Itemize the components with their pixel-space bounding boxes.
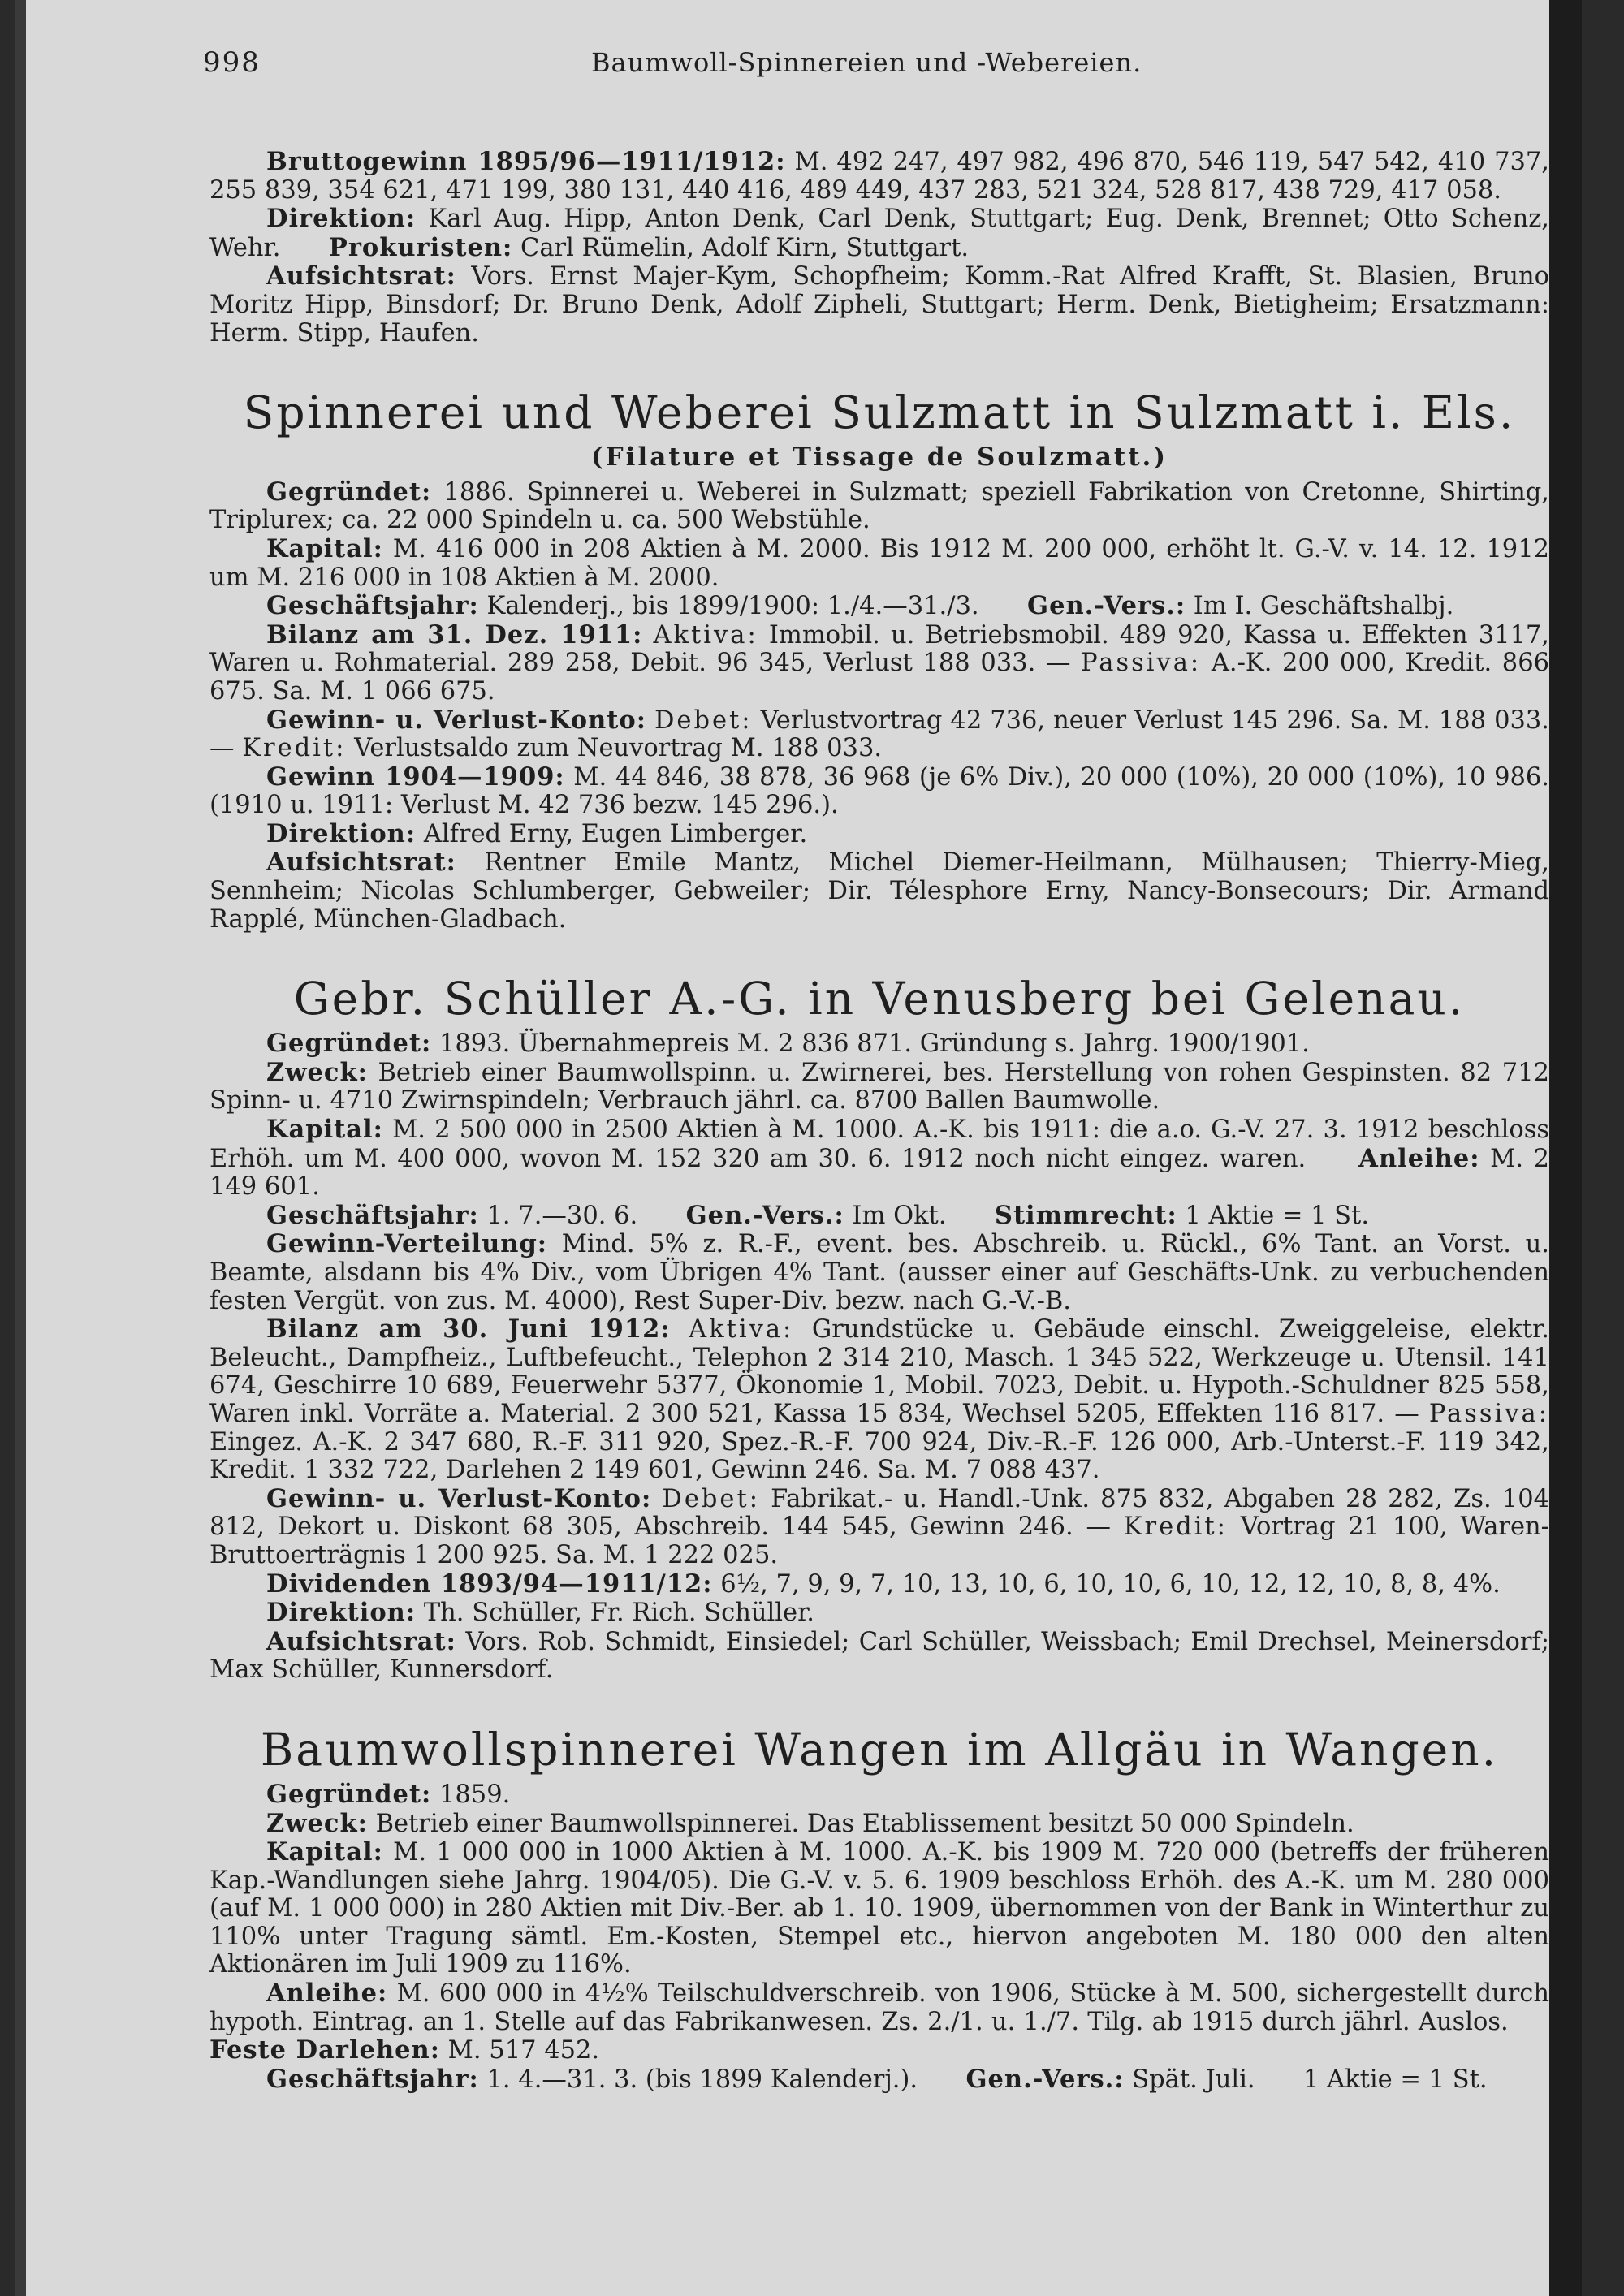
geschaeftsjahr-paragraph [209,1202,1549,1231]
geschaeftsjahr-label: Geschäftsjahr: [266,591,479,621]
bruttogewinn-label: Bruttogewinn 1895/96—1911/1912: [266,147,786,176]
gegruendet-paragraph [209,1780,1549,1810]
passiva-label: Passiva: [1081,649,1202,678]
kredit-label: Kredit: [1123,1513,1228,1542]
direktion-paragraph [209,205,1549,262]
aktiva-label: Aktiva: [689,1315,794,1344]
direktion-paragraph [209,1599,1549,1628]
guv-label: Gewinn- u. Verlust-Konto: [266,705,646,735]
guv-paragraph [209,1485,1549,1570]
aktiva-text: Immobil. u. Betriebsmobil. 489 920, Kassa u. Effekten 3117, Waren u. Rohmaterial. 289 258, Debit. 96 345, Verlust 188 033. — [209,620,1550,678]
previous-company-continuation [209,148,1549,347]
kapital-paragraph [209,1838,1549,1979]
direktion-text: Th. Schüller, Fr. Rich. Schüller. [423,1599,814,1628]
gen-vers-text: Im Okt. [852,1201,947,1230]
feste-darlehen-text: M. 517 452. [447,2036,600,2065]
gegruendet-label: Gegründet: [266,1779,432,1809]
kapital-label: Kapital: [266,1837,383,1867]
gen-vers-label: Gen.-Vers.: [965,2064,1125,2094]
debet-text: Fabrikat.- u. Handl.-Unk. 875 832, Abgaben 28 282, Zs. 104 812, Dekort u. Diskont 68 305, Abschreib. 144 545, Gewinn 246. — [209,1484,1550,1542]
anleihe-paragraph [209,1979,1549,2065]
zweck-paragraph [209,1810,1549,1839]
stimmrecht-text: 1 Aktie = 1 St. [1303,2065,1488,2094]
aktiva-text: Grundstücke u. Gebäude einschl. Zweiggeleise, elektr. Beleucht., Dampfheiz., Luftbefeucht., Telephon 2 314 210, Masch. 1 345 522, Werkzeuge u. Utensil. 141 674, Geschirre 10 689, Feuerwehr 5377, Ökonomie 1, Mobil. 7023, Debit. u. Hypoth.-Schuldner 825 558, Waren inkl. Vorräte a. Material. 2 300 521, Kassa 15 834, Wechsel 5205, Effekten 116 817. — [209,1315,1550,1428]
passiva-text: Eingez. A.-K. 2 347 680, R.-F. 311 920, Spez.-R.-F. 700 924, Div.-R.-F. 126 000, Arb.-Unterst.-F. 119 342, Kredit. 1 332 722, Darlehen 2 149 601, Gewinn 246. Sa. M. 7 088 437. [209,1427,1549,1485]
geschaeftsjahr-text: Kalenderj., bis 1899/1900: 1./4.—31./3. [486,592,979,621]
direktion-label: Direktion: [266,818,417,848]
page-content [203,46,1550,2104]
aufsichtsrat-paragraph [209,848,1549,934]
gewinn-label: Gewinn 1904—1909: [266,762,565,792]
debet-label: Debet: [654,706,753,735]
kapital-text: M. 416 000 in 208 Aktien à M. 2000. Bis 1912 M. 200 000, erhöht lt. G.-V. v. 14. 12. 1912 um M. 216 000 in 108 Aktien à M. 2000. [209,534,1550,592]
aufsichtsrat-label: Aufsichtsrat: [266,261,456,291]
prokuristen-text: Carl Rümelin, Adolf Kirn, Stuttgart. [520,233,970,262]
direktion-text: Alfred Erny, Eugen Limberger. [423,819,808,848]
gewinn-verteilung-text: Mind. 5% z. R.-F., event. bes. Abschreib. u. Rückl., 6% Tant. an Vorst. u. Beamte, alsdann bis 4% Div., vom Übrigen 4% Tant. (ausser einer auf Geschäfts-Unk. zu verbuchenden festen Vergüt. von zus. M. 4000), Rest Super-Div. bezw. nach G.-V.-B. [209,1230,1549,1315]
kapital-text: M. 1 000 000 in 1000 Aktien à M. 1000. A.-K. bis 1909 M. 720 000 (betreffs der früheren Kap.-Wandlungen siehe Jahrg. 1904/05). Die G.-V. v. 5. 6. 1909 beschloss Erhöh. des A.-K. um M. 280 000 (auf M. 1 000 000) in 280 Aktien mit Div.-Ber. ab 1. 10. 1909, übernommen von der Bank in Winterthur zu 110% unter Tragung sämtl. Em.-Kosten, Stempel etc., hiervon angeboten M. 180 000 den alten Aktionären im Juli 1909 zu 116%. [209,1838,1549,1979]
zweck-text: Betrieb einer Baumwollspinn. u. Zwirnerei, bes. Herstellung von rohen Gespinsten. 82 712 Spinn- u. 4710 Zwirnspindeln; Verbrauch jährl. ca. 8700 Ballen Baumwolle. [209,1058,1550,1116]
direktion-label: Direktion: [266,1598,417,1628]
anleihe-text: M. 2 149 601. [209,1144,1550,1202]
kapital-text: M. 2 500 000 in 2500 Aktien à M. 1000. A.-K. bis 1911: die a.o. G.-V. 27. 3. 1912 beschloss Erhöh. um M. 400 000, wovon M. 152 320 am 30. 6. 1912 noch nicht eingez. waren. [209,1116,1549,1173]
company-title: Spinnerei und Weberei Sulzmatt in Sulzmatt i. Els. [243,386,1516,439]
passiva-label: Passiva: [1428,1399,1549,1428]
geschaeftsjahr-text: 1. 7.—30. 6. [486,1201,638,1230]
gewinn-text: M. 44 846, 38 878, 36 968 (je 6% Div.), 20 000 (10%), 20 000 (10%), 10 986. (1910 u. 1911: Verlust M. 42 736 bezw. 145 296.). [209,762,1549,820]
dividenden-text: 6½, 7, 9, 9, 7, 10, 13, 10, 6, 10, 10, 6, 10, 12, 12, 10, 8, 8, 4%. [720,1569,1501,1599]
kapital-label: Kapital: [266,533,383,563]
bilanz-paragraph [209,1315,1549,1485]
zweck-paragraph [209,1059,1549,1116]
anleihe-label: Anleihe: [1358,1143,1480,1173]
geschaeftsjahr-label: Geschäftsjahr: [266,1200,479,1230]
geschaeftsjahr-paragraph [209,2065,1549,2095]
gegruendet-paragraph [209,478,1549,535]
page-header [203,46,1549,89]
company-title: Baumwollspinnerei Wangen im Allgäu in Wangen. [260,1723,1499,1776]
geschaeftsjahr-paragraph [209,592,1549,621]
stimmrecht-label: Stimmrecht: [994,1200,1177,1230]
page-right-edge [1549,0,1582,2296]
gegruendet-label: Gegründet: [266,477,432,507]
bruttogewinn-text: M. 492 247, 497 982, 496 870, 546 119, 547 542, 410 737, 255 839, 354 621, 471 199, 380 131, 440 416, 489 449, 437 283, 521 324, 528 817, 438 729, 417 058. [209,148,1549,205]
direktion-label: Direktion: [266,204,417,234]
running-title: Baumwoll-Spinnereien und -Webereien. [591,47,1142,78]
dividenden-paragraph [209,1570,1549,1599]
company-sulzmatt [209,386,1549,934]
gegruendet-text: 1886. Spinnerei u. Weberei in Sulzmatt; speziell Fabrikation von Cretonne, Shirting, Triplurex; ca. 22 000 Spindeln u. ca. 500 Webstühle. [209,477,1549,535]
company-schueller [209,973,1549,1685]
feste-darlehen-label: Feste Darlehen: [209,2035,440,2065]
scanned-page [15,0,1582,2296]
kapital-label: Kapital: [266,1115,383,1145]
gegruendet-label: Gegründet: [266,1029,432,1059]
direktion-paragraph [209,820,1549,849]
passiva-text: A.-K. 200 000, Kredit. 866 675. Sa. M. 1 066 675. [209,649,1550,706]
aufsichtsrat-text: Rentner Emile Mantz, Michel Diemer-Heilmann, Mülhausen; Thierry-Mieg, Sennheim; Nicolas Schlumberger, Gebweiler; Dir. Télesphore Erny, Nancy-Bonsecours; Dir. Armand Rapplé, München-Gladbach. [209,848,1550,934]
guv-label: Gewinn- u. Verlust-Konto: [266,1483,652,1513]
page-number: 998 [203,46,261,79]
geschaeftsjahr-text: 1. 4.—31. 3. (bis 1899 Kalenderj.). [486,2065,918,2094]
kredit-text: Vortrag 21 100, Waren-Bruttoerträgnis 1 200 925. Sa. M. 1 222 025. [209,1513,1549,1569]
page-left-edge [15,0,26,2296]
company-subtitle: (Filature et Tissage de Soulzmatt.) [590,442,1168,473]
company-wangen [209,1724,1549,2095]
stimmrecht-text: 1 Aktie = 1 St. [1185,1201,1370,1230]
zweck-label: Zweck: [266,1808,368,1838]
company-title: Gebr. Schüller A.-G. in Venusberg bei Gelenau. [293,973,1466,1025]
gegruendet-text: 1893. Übernahmepreis M. 2 836 871. Gründung s. Jahrg. 1900/1901. [438,1029,1310,1059]
geschaeftsjahr-label: Geschäftsjahr: [266,2064,479,2094]
gewinn-paragraph [209,763,1549,820]
zweck-label: Zweck: [266,1057,368,1087]
kredit-label: Kredit: [242,734,347,763]
kredit-text: Verlustsaldo zum Neuvortrag M. 188 033. [354,734,883,763]
prokuristen-label: Prokuristen: [328,232,513,262]
gegruendet-text: 1859. [438,1780,511,1809]
aufsichtsrat-text: Vors. Ernst Majer-Kym, Schopfheim; Komm.-Rat Alfred Krafft, St. Blasien, Bruno Moritz Hipp, Binsdorf; Dr. Bruno Denk, Adolf Zipheli, Stuttgart; Herm. Denk, Bietigheim; Ersatzmann: Herm. Stipp, Haufen. [209,262,1549,347]
gen-vers-text: Spät. Juli. [1132,2065,1255,2094]
zweck-text: Betrieb einer Baumwollspinnerei. Das Etablissement besitzt 50 000 Spindeln. [375,1809,1354,1838]
aufsichtsrat-paragraph [209,1628,1549,1685]
aufsichtsrat-text: Vors. Rob. Schmidt, Einsiedel; Carl Schüller, Weissbach; Emil Drechsel, Meinersdorf; Max Schüller, Kunnersdorf. [209,1627,1549,1685]
bruttogewinn-paragraph [209,148,1549,205]
guv-paragraph [209,706,1549,763]
bilanz-label: Bilanz am 30. Juni 1912: [266,1314,671,1344]
bilanz-paragraph [209,621,1549,706]
gewinn-verteilung-label: Gewinn-Verteilung: [266,1229,548,1259]
debet-text: Verlustvortrag 42 736, neuer Verlust 145 296. Sa. M. 188 033. — [209,706,1549,763]
kapital-paragraph [209,1116,1549,1202]
aufsichtsrat-paragraph [209,262,1549,347]
debet-label: Debet: [662,1484,761,1513]
aufsichtsrat-label: Aufsichtsrat: [266,1626,456,1656]
bilanz-label: Bilanz am 31. Dez. 1911: [266,619,643,650]
gegruendet-paragraph [209,1029,1549,1059]
anleihe-label: Anleihe: [266,1979,388,2009]
aktiva-label: Aktiva: [653,620,758,650]
dividenden-label: Dividenden 1893/94—1911/12: [266,1569,713,1599]
aufsichtsrat-label: Aufsichtsrat: [266,848,456,878]
direktion-text: Karl Aug. Hipp, Anton Denk, Carl Denk, Stuttgart; Eug. Denk, Brennet; Otto Schenz, Wehr. [209,205,1549,262]
anleihe-text: M. 600 000 in 4½% Teilschuldverschreib. von 1906, Stücke à M. 500, sichergestellt durch hypoth. Eintrag. an 1. Stelle auf das Fabrikanwesen. Zs. 2./1. u. 1./7. Tilg. ab 1915 durch jährl. Auslos. [209,1979,1550,2036]
gen-vers-label: Gen.-Vers.: [1027,591,1186,621]
gewinn-verteilung-paragraph [209,1230,1549,1315]
kapital-paragraph [209,535,1549,592]
gen-vers-label: Gen.-Vers.: [685,1200,844,1230]
gen-vers-text: Im I. Geschäftshalbj. [1193,592,1454,621]
